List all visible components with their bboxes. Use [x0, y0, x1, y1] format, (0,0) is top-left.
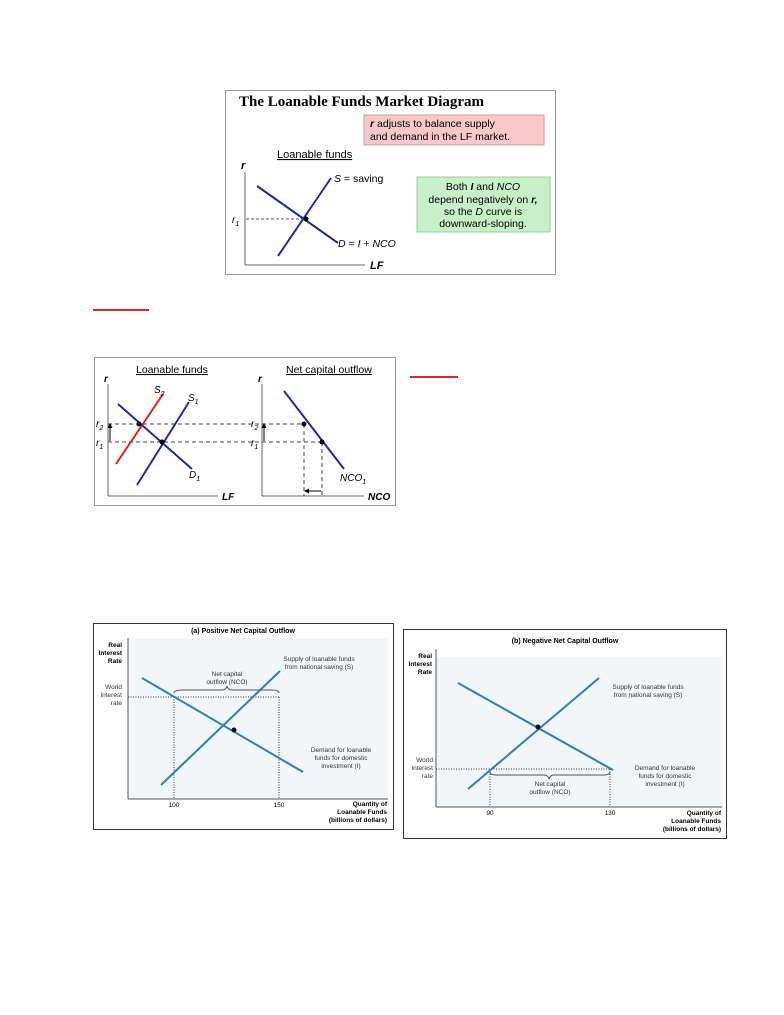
chart-b-xlabel-3: (billions of dollars): [662, 826, 721, 833]
chart-b-ylabel-2: Interest: [408, 661, 432, 668]
nco1-label: $NCO_1$: [340, 473, 367, 486]
chart-b-demand-2: funds for domestic: [638, 773, 692, 780]
old-equilibrium: [160, 440, 165, 445]
new-equilibrium: [137, 422, 142, 427]
chart-b-tick-130: 130: [604, 810, 616, 817]
chart-b-title: (b) Negative Net Capital Outflow: [511, 638, 619, 645]
chart-b-canvas: [403, 629, 727, 839]
chart-b-world-2: interest: [411, 765, 433, 772]
nco-point-r2: [302, 422, 307, 427]
chart-b-ylabel-3: Rate: [417, 669, 432, 676]
chart-a-world-1: World: [105, 684, 122, 691]
chart-a-title: (a) Positive Net Capital Outflow: [191, 628, 295, 635]
right-y-axis-label: r: [258, 374, 262, 385]
chart-a-demand-1: Demand for loanable: [310, 747, 372, 754]
loanable-funds-diagram: [225, 90, 556, 275]
chart-a-demand-2: funds for domestic: [314, 755, 368, 762]
chart-a-nco-2: outflow (NCO): [206, 679, 248, 686]
left-panel-title: Loanable funds: [136, 364, 208, 376]
callout-green-line1: Both I and NCO: [445, 181, 521, 193]
callout-green-line2: depend negatively on r,: [428, 194, 538, 206]
callout-green-line4: downward-sloping.: [439, 218, 527, 230]
chart-b-supply-2: from national saving (S): [613, 692, 683, 699]
chart-a-xlabel-3: (billions of dollars): [328, 817, 387, 824]
saving-shift-diagram: [94, 357, 396, 506]
chart-a-supply-2: from national saving (S): [284, 664, 354, 671]
chart-b-demand-3: investment (I): [645, 781, 685, 788]
chart-b-world-3: rate: [421, 773, 433, 780]
chart-a-world-3: rate: [110, 700, 122, 707]
chart-a-world-2: interest: [100, 692, 122, 699]
saving-shift-canvas: [94, 357, 396, 506]
chart-a-ylabel-2: Interest: [98, 650, 122, 657]
s2-label: $S_2$: [154, 385, 165, 398]
x-axis-label: LF: [370, 260, 384, 272]
r1-label-left: $r_1$: [96, 438, 104, 451]
chart-b-intersection: [536, 725, 541, 730]
chart-a-ylabel-3: Rate: [107, 658, 122, 665]
r1-label: $r_1$: [232, 215, 240, 228]
chart-b-demand-1: Demand for loanable: [634, 765, 696, 772]
left-x-axis-label: LF: [222, 492, 235, 503]
chart-a-canvas: [93, 623, 394, 830]
s1-label: $S_1$: [188, 393, 199, 406]
right-panel-title: Net capital outflow: [286, 364, 372, 376]
chart-a-tick-100: 100: [168, 802, 180, 809]
chart-b-xlabel-2: Loanable Funds: [671, 818, 721, 825]
callout-green-line3: so the D curve is: [443, 206, 523, 218]
chart-a-nco-1: Net capital: [211, 671, 243, 678]
chart-b-ylabel-1: Real: [418, 653, 432, 660]
callout-r-adjusts-line2: and demand in the LF market.: [370, 131, 511, 143]
market-label: Loanable funds: [277, 149, 353, 161]
y-axis-label: r: [241, 160, 246, 172]
chart-a-tick-150: 150: [273, 802, 285, 809]
r2-label-right: $r_2$: [251, 419, 259, 432]
chart-b-xlabel-1: Quantity of: [686, 810, 721, 817]
chart-b-nco-1: Net capital: [534, 781, 566, 788]
chart-a-positive-nco: [93, 623, 394, 830]
right-x-axis-label: NCO: [368, 492, 391, 503]
chart-a-demand-3: investment (I): [321, 763, 361, 770]
chart-a-intersection: [232, 728, 237, 733]
demand-label: D = I + NCO: [338, 238, 396, 250]
r1-label-right: $r_1$: [251, 438, 259, 451]
r2-label-left: $r_2$: [96, 419, 104, 432]
chart-a-ylabel-1: Real: [108, 642, 122, 649]
chart-b-tick-90: 90: [486, 810, 494, 817]
red-underline-1: [93, 309, 149, 311]
supply-label: S = saving: [334, 173, 384, 185]
chart-b-negative-nco: [403, 629, 727, 839]
chart-a-xlabel-2: Loanable Funds: [337, 809, 387, 816]
red-underline-2: [410, 376, 458, 378]
left-y-axis-label: r: [104, 374, 108, 385]
chart-b-nco-2: outflow (NCO): [529, 789, 571, 796]
diagram-title: The Loanable Funds Market Diagram: [239, 94, 485, 110]
d1-label: $D_1$: [189, 470, 201, 483]
callout-r-adjusts-line1: r adjusts to balance supply: [370, 118, 495, 130]
nco-point-r1: [320, 440, 325, 445]
chart-b-world-1: World: [416, 757, 433, 764]
equilibrium-point: [304, 217, 309, 222]
chart-b-supply-1: Supply of loanable funds: [612, 684, 684, 691]
chart-a-supply-1: Supply of loanable funds: [283, 656, 355, 663]
chart-a-xlabel-1: Quantity of: [352, 801, 387, 808]
loanable-funds-diagram-canvas: [225, 90, 556, 275]
